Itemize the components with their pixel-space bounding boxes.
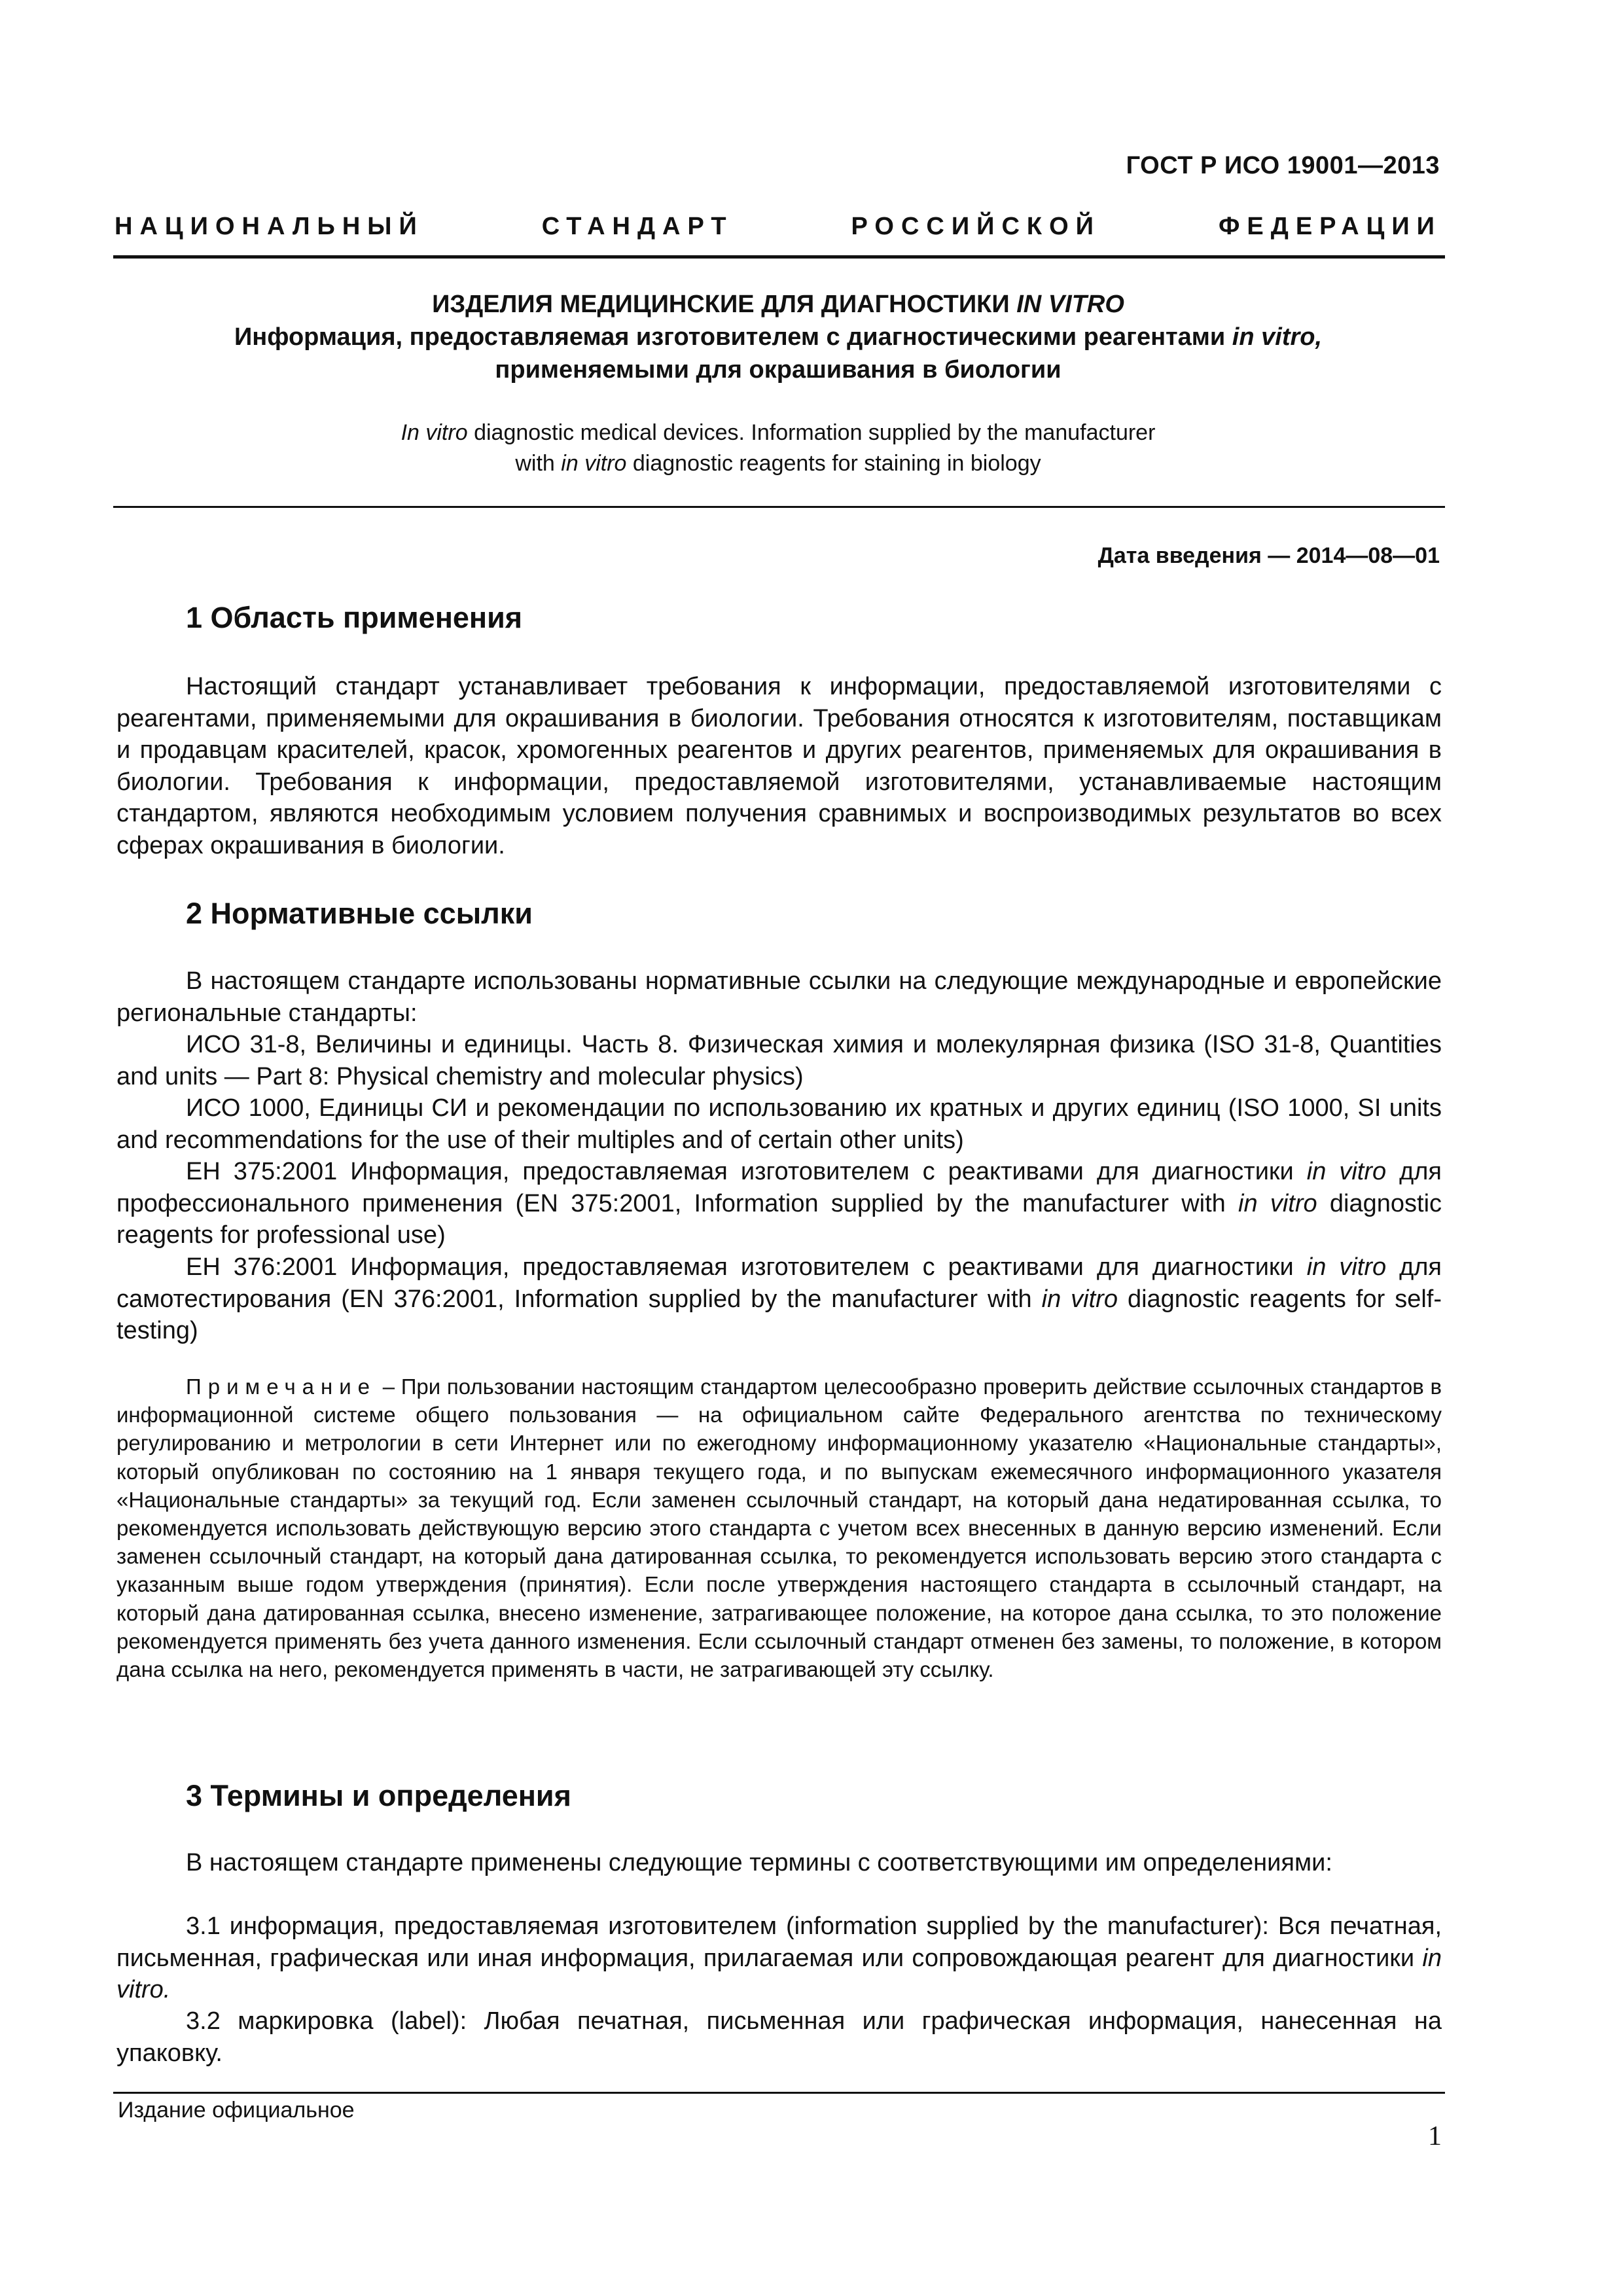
reference-en-376-italic-b: in vitro [1306, 1253, 1387, 1281]
introduction-date: Дата введения — 2014—08—01 [1097, 543, 1440, 568]
title-line-2-italic: in vitro, [1232, 323, 1323, 351]
reference-en-375-italic-b: in vitro [1306, 1158, 1387, 1185]
english-title-line-1 [115, 418, 1442, 448]
reference-iso-31-8: ИСО 31-8, Величины и единицы. Часть 8. Физическая химия и молекулярная физика (ISO 31-8, Quantities and units — Part 8: Physical chemistry and molecular physics) [116, 1031, 1442, 1090]
title-divider [113, 506, 1445, 508]
section-3-heading: 3 Термины и определения [186, 1779, 571, 1812]
reference-en-375-italic-d: in vitro [1238, 1189, 1317, 1217]
edition-label: Издание официальное [118, 2098, 355, 2123]
note-paragraph [116, 1372, 1442, 1683]
header-divider [113, 255, 1445, 259]
section-2-heading: 2 Нормативные ссылки [186, 897, 533, 930]
note-text: – При пользовании настоящим стандартом целесообразно проверить действие ссылочных стандартов в информационной системе общего пользования — на официальном сайте Федерального агентства по техническому регулированию и метрологии в сети Интернет или по ежегодному информационному указателю «Национальные стандарты», который опубликован по состоянию на 1 января текущего года, и по выпускам ежемесячного информационного указателя «Национальные стандарты» за текущий год. Если заменен ссылочный стандарт, на который дана недатированная ссылка, то рекомендуется использовать действующую версию этого стандарта с учетом всех внесенных в данную версию изменений. Если заменен ссылочный стандарт, на который дана датированная ссылка, то рекомендуется использовать версию этого стандарта с указанным выше годом утверждения (принятия). Если после утверждения настоящего стандарта в ссылочный стандарт, на который дана датированная ссылка, внесено изменение, затрагивающее положение, на которое дана ссылка, то это положение рекомендуется применять без учета данного изменения. Если ссылочный стандарт отменен без замены, то положение, в котором дана ссылка на него, рекомендуется применять в части, не затрагивающей эту ссылку. [116, 1374, 1442, 1682]
reference-en-375-text-c: для профессионального применения (EN 375:2001, Information supplied by the manufacturer with [116, 1158, 1442, 1217]
definition-3-1-text: 3.1 информация, предоставляемая изготовителем (information supplied by the manufacturer): Вся печатная, письменная, графическая или иная информация, прилагаемая или сопровождающая реагент для диагностики [116, 1912, 1442, 1972]
title-line-1 [115, 288, 1442, 321]
reference-en-376-text-c: для самотестирования (EN 376:2001, Information supplied by the manufacturer with [116, 1253, 1442, 1313]
title-line-1-italic: IN VITRO [1016, 291, 1124, 318]
section-3-intro: В настоящем стандарте применены следующие термины с соответствующими им определениями: [186, 1849, 1332, 1876]
document-number: ГОСТ Р ИСО 19001—2013 [1126, 152, 1440, 179]
footer-divider [113, 2092, 1445, 2094]
reference-en-375-text-e: diagnostic reagents for professional use) [116, 1189, 1442, 1249]
page-number: 1 [1428, 2121, 1442, 2151]
national-standard-title: НАЦИОНАЛЬНЫЙ СТАНДАРТ РОССИЙСКОЙ ФЕДЕРАЦИИ [115, 213, 1442, 240]
english-title [115, 418, 1442, 479]
definition-3-1 [116, 1910, 1442, 2006]
section-2-intro: В настоящем стандарте использованы нормативные ссылки на следующие международные и европейские региональные стандарты: [116, 967, 1442, 1027]
english-title-text-1: diagnostic medical devices. Information supplied by the manufacturer [467, 420, 1156, 445]
reference-iso-1000: ИСО 1000, Единицы СИ и рекомендации по использованию их кратных и других единиц (ISO 1000, SI units and recommendations for the use of their multiples and of certain other units) [116, 1094, 1442, 1154]
english-title-italic-2: in vitro [561, 451, 627, 476]
english-title-italic-1: In vitro [401, 420, 468, 445]
document-title [115, 288, 1442, 386]
title-line-1-text: ИЗДЕЛИЯ МЕДИЦИНСКИЕ ДЛЯ ДИАГНОСТИКИ [432, 291, 1017, 318]
reference-en-375-text-a: ЕН 375:2001 Информация, предоставляемая изготовителем с реактивами для диагностики [186, 1158, 1307, 1185]
english-title-text-2a: with [515, 451, 562, 476]
english-title-line-2 [115, 448, 1442, 479]
title-line-3: применяемыми для окрашивания в биологии [495, 356, 1061, 384]
reference-en-375 [116, 1156, 1442, 1251]
title-line-2-text: Информация, предоставляемая изготовителем с диагностическими реагентами [234, 323, 1232, 351]
english-title-text-2c: diagnostic reagents for staining in biology [626, 451, 1041, 476]
note-label: Примечание [186, 1374, 377, 1399]
reference-en-376-text-e: diagnostic reagents for self-testing) [116, 1285, 1442, 1344]
section-1-text: Настоящий стандарт устанавливает требования к информации, предоставляемой изготовителями с реагентами, применяемыми для окрашивания в биологии. Требования относятся к изготовителям, поставщикам и продавцам красителей, красок, хромогенных реагентов и других реагентов, применяемых для окрашивания в биологии. Требования к информации, предоставляемой изготовителями, устанавливаемые настоящим стандартом, являются необходимым условием получения сравнимых и воспроизводимых результатов во всех сферах окрашивания в биологии. [116, 673, 1442, 859]
reference-en-376-italic-d: in vitro [1041, 1285, 1118, 1313]
reference-en-376-text-a: ЕН 376:2001 Информация, предоставляемая изготовителем с реактивами для диагностики [186, 1253, 1307, 1281]
section-1-heading: 1 Область применения [186, 601, 523, 634]
definition-3-2: 3.2 маркировка (label): Любая печатная, письменная или графическая информация, нанесенная на упаковку. [116, 2007, 1442, 2067]
definition-3-1-italic: in vitro. [116, 1944, 1442, 2003]
title-line-2 [115, 321, 1442, 353]
reference-en-376 [116, 1251, 1442, 1347]
